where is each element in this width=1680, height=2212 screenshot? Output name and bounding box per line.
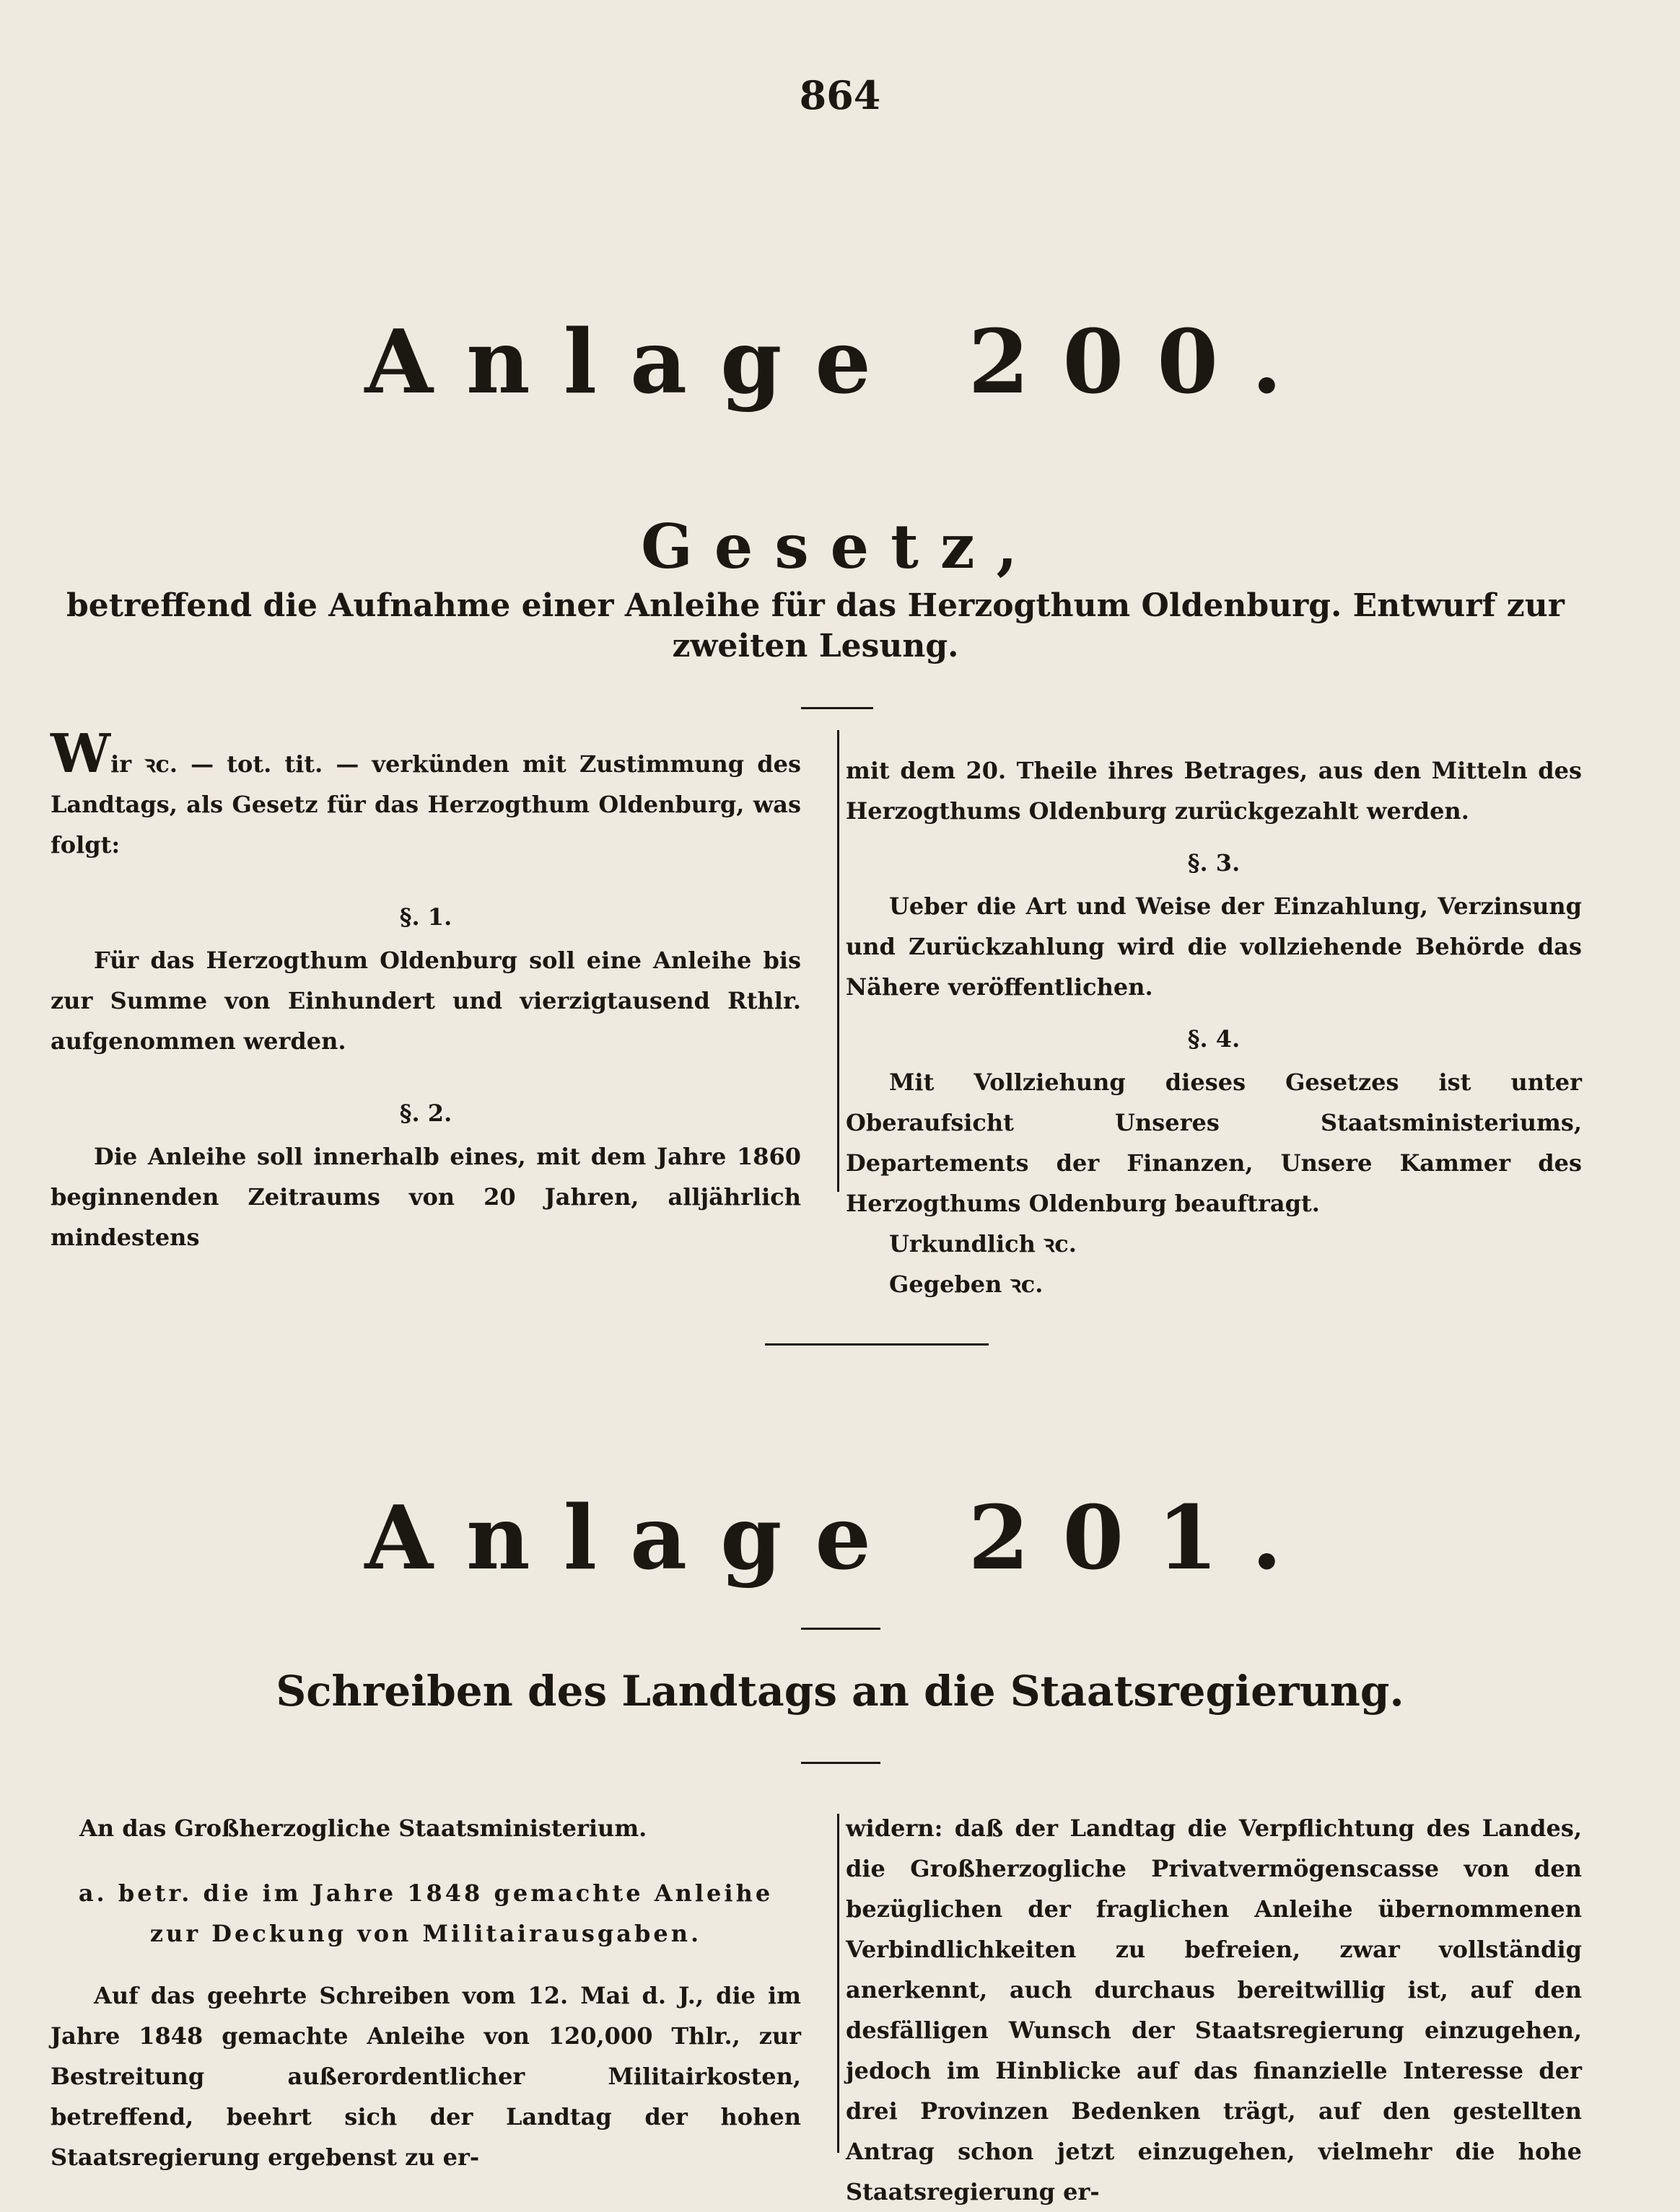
section-1-heading: §. 1. xyxy=(399,903,452,931)
anlage-201-right-column xyxy=(846,1808,1582,2212)
heading-rule-201 xyxy=(801,1762,880,1764)
letter-continued: widern: daß der Landtag die Verpflichtung des Landes, die Großherzogliche Privatvermögenscasse von den bezüglichen der fraglichen Anleihe übernommenen Verbindlichkeiten zu befreien, zwar vollständig anerkennt, auch durchaus bereitwillig ist, auf den desfälligen Wunsch der Staatsregierung einzugehen, jedoch im Hinblicke auf das finanzielle Interesse der drei Provinzen Bedenken trägt, auf den gestellten Antrag schon jetzt einzugehen, vielmehr die hohe Staatsregierung er- xyxy=(846,1814,1582,2206)
section-4-text: Mit Vollziehung dieses Gesetzes ist unter Oberaufsicht Unseres Staatsministeriums, Departements der Finanzen, Unsere Kammer des Herzogthums Oldenburg beauftragt. xyxy=(846,1068,1582,1217)
closing-gegeben: Gegeben ꝛc. xyxy=(889,1270,1044,1298)
closing-urkundlich: Urkundlich ꝛc. xyxy=(889,1230,1077,1258)
title-rule-201 xyxy=(801,1628,880,1630)
page-number: 864 xyxy=(799,72,881,118)
section-2-heading: §. 2. xyxy=(399,1100,452,1127)
intro-paragraph xyxy=(51,723,801,865)
anlage-201-left-column xyxy=(51,1808,801,2177)
salutation: An das Großherzogliche Staatsministerium. xyxy=(79,1814,647,1842)
column-divider-200 xyxy=(837,730,839,1192)
anlage-200-right-column xyxy=(846,750,1582,1304)
item-a-text: Auf das geehrte Schreiben vom 12. Mai d. J., die im Jahre 1848 gemachte Anleihe von 120,000 Thlr., zur Bestreitung außerordentlicher Militairkosten, betreffend, beehrt sich der Landtag der hohen Staatsregierung ergebenst zu er- xyxy=(51,1982,801,2171)
intro-text: ir ꝛc. — tot. tit. — verkünden mit Zustimmung des Landtags, als Gesetz für das Herzogthum Oldenburg, was folgt: xyxy=(51,750,801,859)
section-2-text: Die Anleihe soll innerhalb eines, mit dem Jahre 1860 beginnenden Zeitraums von 20 Jahren, alljährlich mindestens xyxy=(51,1143,801,1251)
anlage-201-title: Anlage 201. xyxy=(364,1485,1316,1589)
item-a-heading: a. betr. die im Jahre 1848 gemachte Anleihe zur Deckung von Militairausgaben. xyxy=(78,1879,774,1947)
heading-rule xyxy=(801,707,873,709)
section-1-text: Für das Herzogthum Oldenburg soll eine Anleihe bis zur Summe von Einhundert und vierzigtausend Rthlr. aufgenommen werden. xyxy=(51,947,801,1055)
section-3-heading: §. 3. xyxy=(1187,849,1241,877)
column-divider-201 xyxy=(837,1814,839,2153)
anlage-201-heading: Schreiben des Landtags an die Staatsregierung. xyxy=(276,1667,1404,1716)
anlage-200-heading: betreffend die Aufnahme einer Anleihe für das Herzogthum Oldenburg. Entwurf zur zweiten Lesung. xyxy=(66,587,1565,664)
drop-cap: W xyxy=(51,723,111,785)
anlage-200-title: Anlage 200. xyxy=(364,310,1316,413)
law-title: Gesetz, xyxy=(641,511,1039,582)
section-2-continued: mit dem 20. Theile ihres Betrages, aus den Mitteln des Herzogthums Oldenburg zurückgezahlt werden. xyxy=(846,757,1582,825)
section-3-text: Ueber die Art und Weise der Einzahlung, Verzinsung und Zurückzahlung wird die vollziehende Behörde das Nähere veröffentlichen. xyxy=(846,892,1582,1001)
section-4-heading: §. 4. xyxy=(1187,1025,1241,1053)
anlage-200-left-column xyxy=(51,723,801,1258)
separator-rule xyxy=(765,1343,989,1346)
